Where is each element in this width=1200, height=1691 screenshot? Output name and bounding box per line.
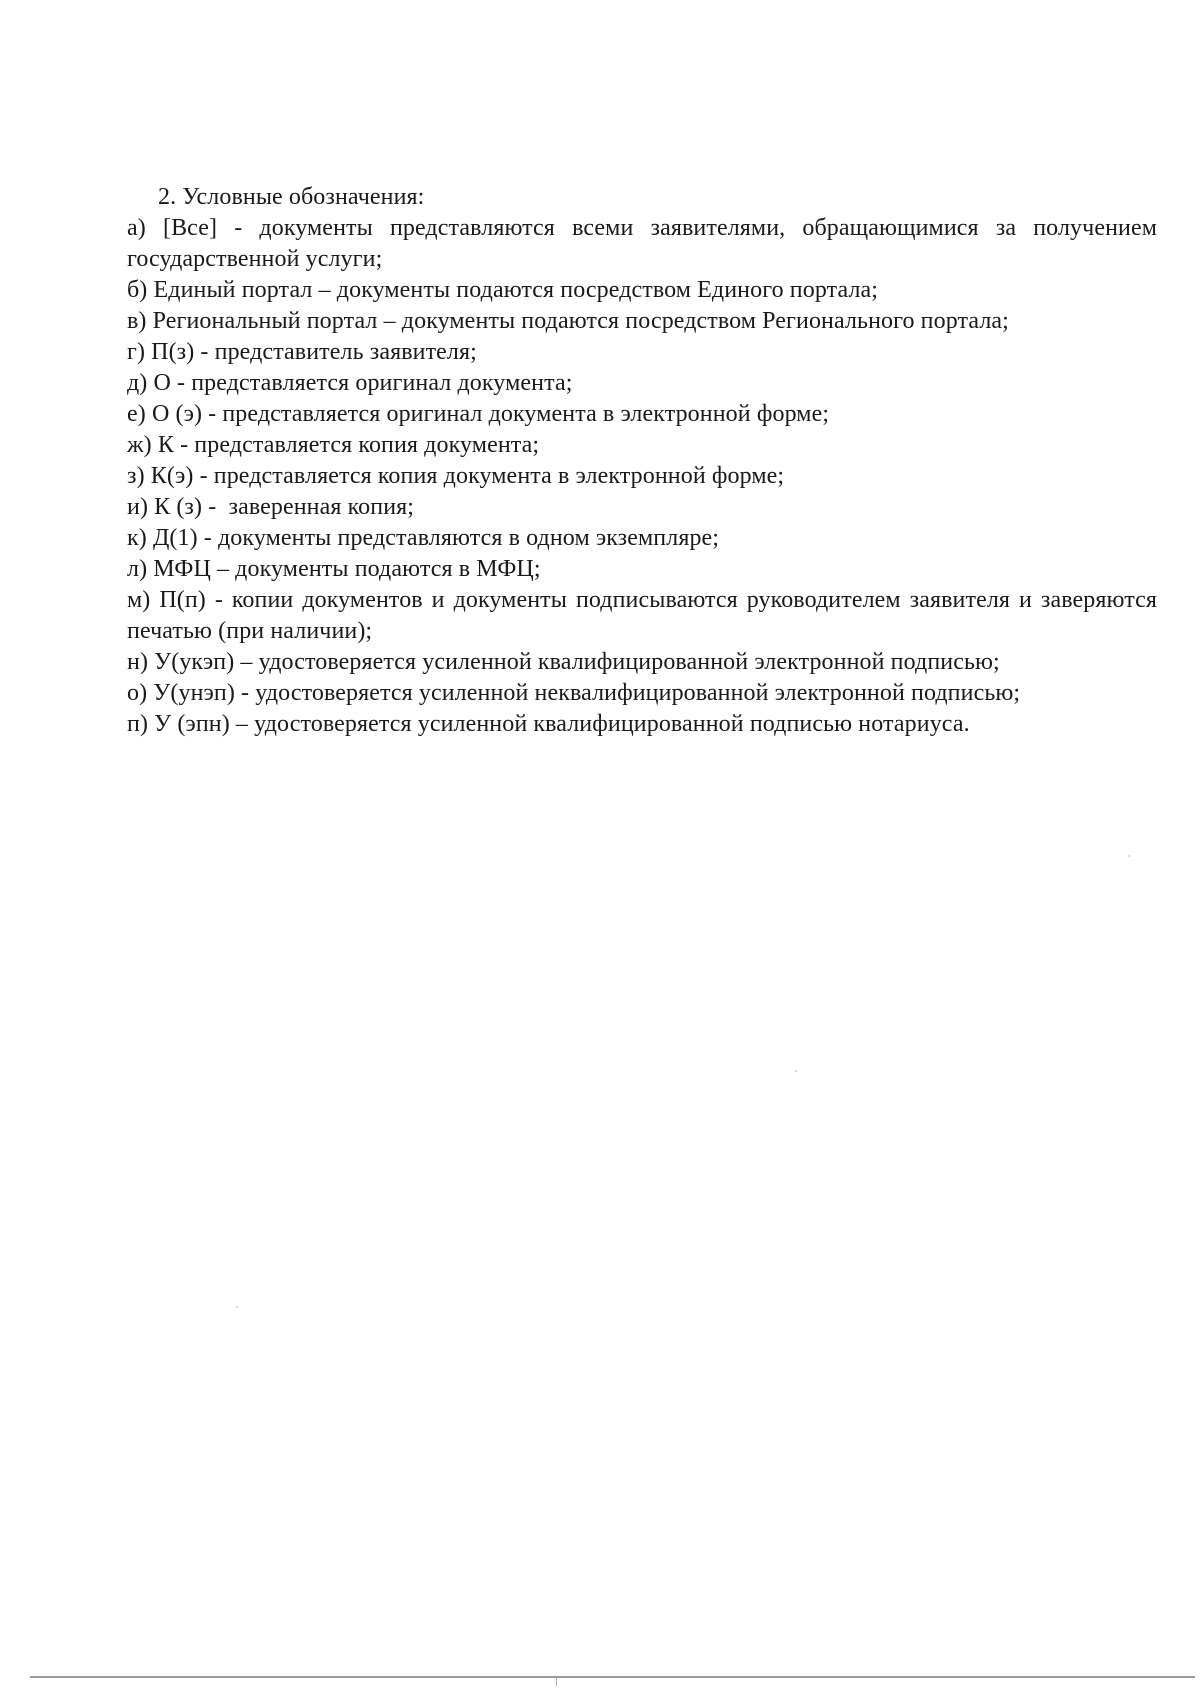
legend-item-l: л) МФЦ – документы подаются в МФЦ;: [127, 556, 541, 582]
legend-list: [127, 213, 1157, 740]
legend-item-i: и) К (з) - заверенная копия;: [127, 494, 415, 520]
legend-item-n: н) У(укэп) – удостоверяется усиленной квалифицированной электронной подписью;: [127, 649, 1000, 675]
legend-item-zh: ж) К - представляется копия документа;: [127, 432, 540, 458]
legend-item-m: м) П(п) - копии документов и документы подписываются руководителем заявителя и заверяются печатью (при наличии);: [127, 587, 1157, 644]
legend-item-o: о) У(унэп) - удостоверяется усиленной неквалифицированной электронной подписью;: [127, 680, 1021, 706]
legend-item-v: в) Региональный портал – документы подаются посредством Регионального портала;: [127, 308, 1009, 334]
legend-item-e: е) О (э) - представляется оригинал документа в электронной форме;: [127, 401, 830, 427]
section-heading: 2. Условные обозначения:: [158, 184, 425, 210]
legend-item-d: д) О - представляется оригинал документа;: [127, 370, 573, 396]
legend-item-b: б) Единый портал – документы подаются посредством Единого портала;: [127, 277, 879, 303]
legend-item-p: п) У (эпн) – удостоверяется усиленной квалифицированной подписью нотариуса.: [127, 711, 970, 737]
scan-edge-tick: [556, 1678, 557, 1686]
document-body: [127, 182, 1157, 740]
legend-item-z: з) К(э) - представляется копия документа в электронной форме;: [127, 463, 785, 489]
scan-speck: [1128, 855, 1130, 857]
legend-item-a: а) [Все] - документы представляются всеми заявителями, обращающимися за получением государственной услуги;: [127, 215, 1157, 272]
legend-item-k: к) Д(1) - документы представляются в одном экземпляре;: [127, 525, 720, 551]
legend-item-g: г) П(з) - представитель заявителя;: [127, 339, 477, 365]
scan-edge-line: [30, 1676, 1195, 1678]
scan-speck: [795, 1070, 797, 1072]
scan-speck: [236, 1306, 238, 1308]
